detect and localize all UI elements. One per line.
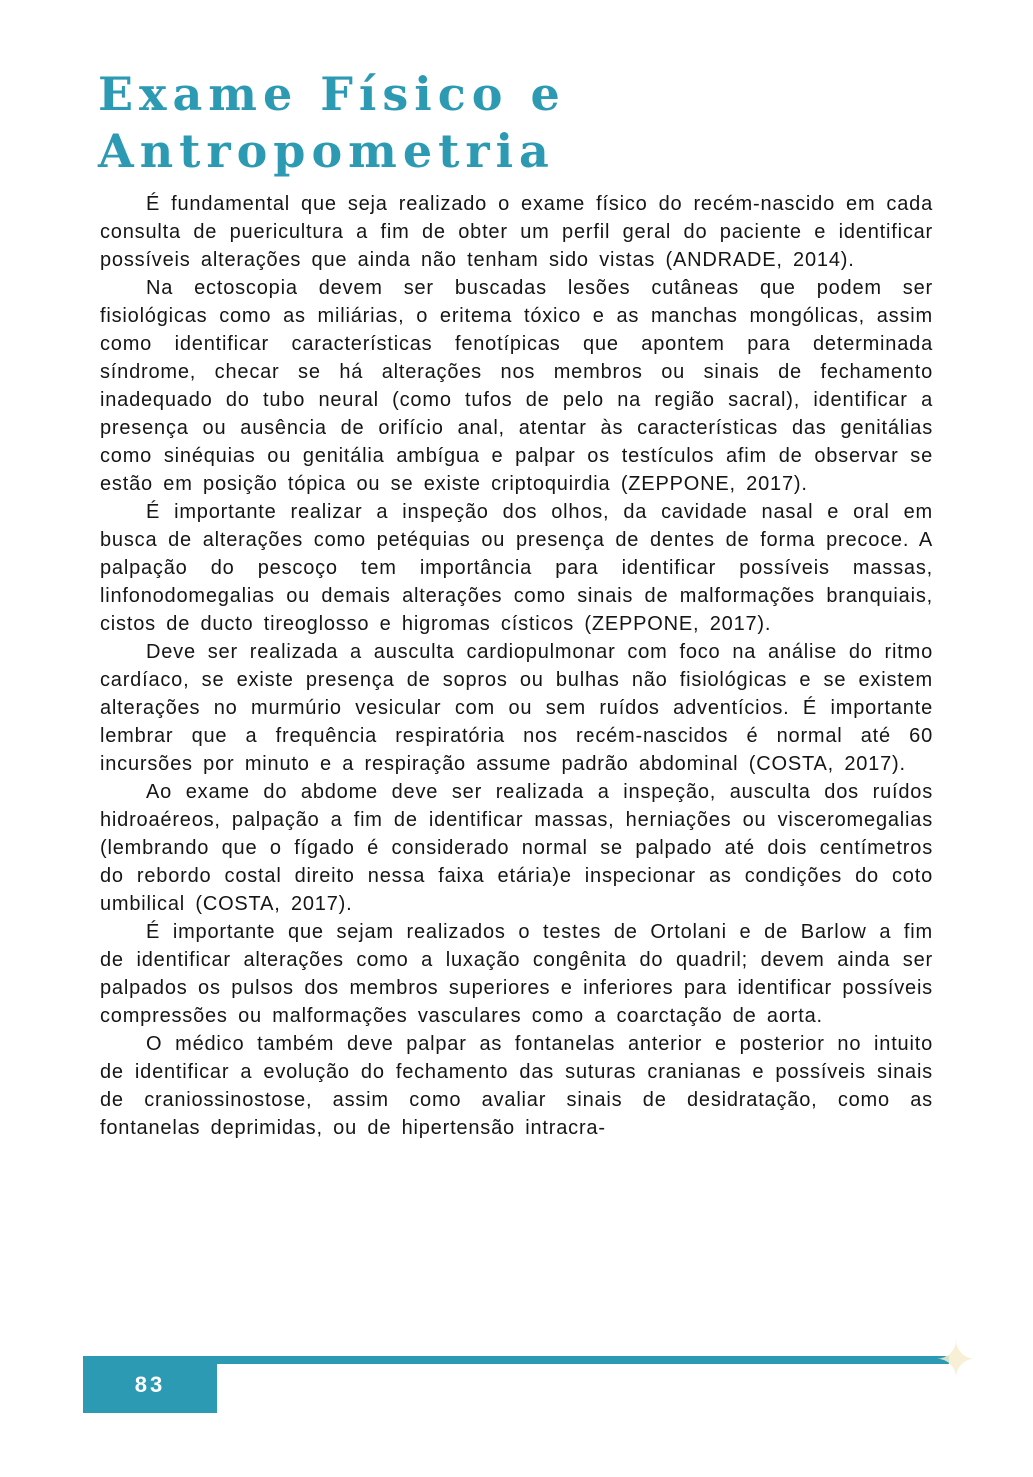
page-title — [98, 66, 566, 180]
paragraph: Deve ser realizada a ausculta cardiopulmonar com foco na análise do ritmo cardíaco, se existe presença de sopros ou bulhas não fisiológicas e se existem alterações no murmúrio vesicular com ou sem ruídos adventícios. É importante lembrar que a frequência respiratória nos recém-nascidos é normal até 60 incursões por minuto e a respiração assume padrão abdominal (COSTA, 2017). — [100, 641, 933, 775]
page-title-line1: Exame Físico e — [98, 67, 566, 121]
paragraph: É importante realizar a inspeção dos olhos, da cavidade nasal e oral em busca de alterações como petéquias ou presença de dentes de forma precoce. A palpação do pescoço tem importância para identificar possíveis massas, linfonodomegalias ou demais alterações como sinais de malformações branquiais, cistos de ducto tireoglosso e higromas císticos (ZEPPONE, 2017). — [100, 501, 933, 635]
paragraph: É importante que sejam realizados o testes de Ortolani e de Barlow a fim de identificar alterações como a luxação congênita do quadril; devem ainda ser palpados os pulsos dos membros superiores e inferiores para identificar possíveis compressões ou malformações vasculares como a coarctação de aorta. — [100, 921, 933, 1027]
page-title-line2: Antropometria — [98, 124, 555, 178]
paragraph: O médico também deve palpar as fontanelas anterior e posterior no intuito de identificar a evolução do fechamento das suturas cranianas e possíveis sinais de craniossinostose, assim como avaliar sinais de desidratação, como as fontanelas deprimidas, ou de hipertensão intracra- — [100, 1033, 933, 1139]
paragraph: Ao exame do abdome deve ser realizada a inspeção, ausculta dos ruídos hidroaéreos, palpação a fim de identificar massas, herniações ou visceromegalias (lembrando que o fígado é considerado normal se palpado até dois centímetros do rebordo costal direito nessa faixa etária)e inspecionar as condições do coto umbilical (COSTA, 2017). — [100, 781, 933, 915]
sparkle-icon: ✦ — [935, 1332, 977, 1388]
body-text — [100, 190, 933, 1142]
page-number-badge: 83 — [83, 1356, 217, 1413]
paragraph: Na ectoscopia devem ser buscadas lesões cutâneas que podem ser fisiológicas como as miliárias, o eritema tóxico e as manchas mongólicas, assim como identificar características fenotípicas que apontem para determinada síndrome, checar se há alterações nos membros ou sinais de fechamento inadequado do tubo neural (como tufos de pelo na região sacral), identificar a presença ou ausência de orifício anal, atentar às características das genitálias como sinéquias ou genitália ambígua e palpar os testículos afim de observar se estão em posição tópica ou se existe criptoquirdia (ZEPPONE, 2017). — [100, 277, 933, 495]
paragraph: É fundamental que seja realizado o exame físico do recém-nascido em cada consulta de puericultura a fim de obter um perfil geral do paciente e identificar possíveis alterações que ainda não tenham sido vistas (ANDRADE, 2014). — [100, 193, 933, 271]
